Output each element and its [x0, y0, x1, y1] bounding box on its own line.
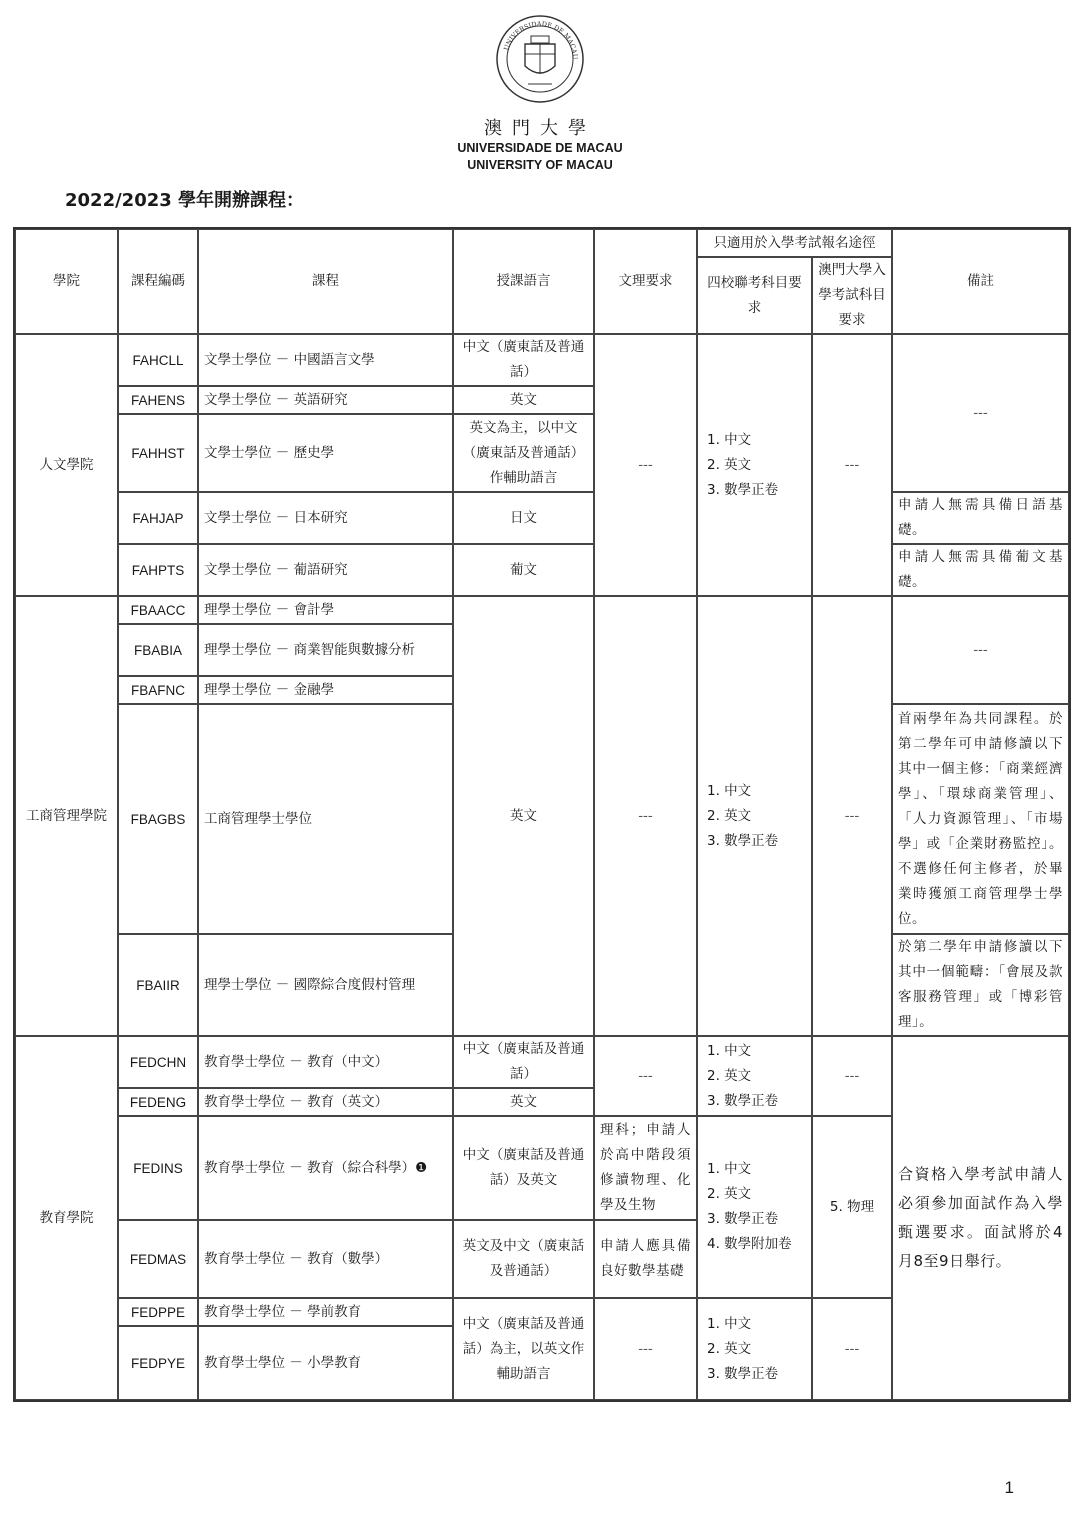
- um-exam-fba: ---: [812, 596, 892, 1036]
- brand-name-pt: UNIVERSIDADE DE MACAU: [457, 141, 623, 155]
- um-exam-fah: ---: [812, 334, 892, 596]
- university-header: [0, 14, 1080, 174]
- course-code: FBAFNC: [118, 676, 198, 704]
- remark-fed: 合資格入學考試申請人必須參加面試作為入學甄選要求。面試將於4月8至9日舉行。: [892, 1036, 1069, 1400]
- subject: 4. 數學附加卷: [707, 1236, 792, 1252]
- header-four-school: 四校聯考科目要求: [697, 257, 812, 334]
- course-language: 日文: [453, 492, 594, 544]
- course-code: FAHENS: [118, 386, 198, 414]
- course-name: 理學士學位 － 金融學: [198, 676, 453, 704]
- header-code: 課程編碼: [118, 229, 198, 334]
- four-school-fed-pp: [697, 1298, 812, 1400]
- course-name: 教育學士學位 － 教育（數學）: [198, 1220, 453, 1298]
- um-exam-fed-lang: ---: [812, 1036, 892, 1116]
- subject: 2. 英文: [707, 807, 752, 824]
- course-language: 英文: [453, 1088, 594, 1116]
- faculty-fba: 工商管理學院: [15, 596, 118, 1036]
- university-seal-logo: [495, 14, 585, 104]
- table-header-row: [15, 229, 1069, 257]
- subject: 2. 英文: [707, 1067, 752, 1084]
- subject: 2. 英文: [707, 456, 752, 473]
- course-code: FEDPYE: [118, 1326, 198, 1400]
- table-row: [15, 334, 1069, 386]
- brand-name-zh: 澳門大學: [484, 118, 596, 139]
- course-remark: 申請人無需具備日語基礎。: [892, 492, 1069, 544]
- subject: 1. 中文: [707, 431, 752, 448]
- faculty-fed: 教育學院: [15, 1036, 118, 1400]
- course-stream: 理科；申請人於高中階段須修讀物理、化學及生物: [594, 1116, 697, 1220]
- header-language: 授課語言: [453, 229, 594, 334]
- course-name: 文學士學位 － 中國語言文學: [198, 334, 453, 386]
- subject: 1. 中文: [707, 1042, 752, 1059]
- course-table: [13, 227, 1071, 1402]
- header-um-exam: 澳門大學入學考試科目要求: [812, 257, 892, 334]
- course-code: FAHHST: [118, 414, 198, 492]
- course-name: 教育學士學位 － 小學教育: [198, 1326, 453, 1400]
- table-row: [15, 596, 1069, 624]
- course-name: 文學士學位 － 日本研究: [198, 492, 453, 544]
- subject: 3. 數學正卷: [707, 1092, 779, 1109]
- course-code: FEDMAS: [118, 1220, 198, 1298]
- document-title: 2022/2023 學年開辦課程：: [65, 190, 305, 211]
- course-remark: 於第二學年申請修讀以下其中一個範疇：「會展及款客服務管理」或「博彩管理」。: [892, 934, 1069, 1036]
- course-name: 文學士學位 － 英語研究: [198, 386, 453, 414]
- course-language: 葡文: [453, 544, 594, 596]
- seal-text: UNIVERSIDADE DE MACAU: [502, 19, 580, 60]
- table-row: [15, 492, 1069, 544]
- course-name: 工商管理學士學位: [198, 704, 453, 934]
- page-number: 1: [1004, 1478, 1014, 1497]
- four-school-fah: [697, 334, 812, 596]
- course-remark: 申請人無需具備葡文基礎。: [892, 544, 1069, 596]
- course-code: FAHCLL: [118, 334, 198, 386]
- stream-fed-lang: ---: [594, 1036, 697, 1116]
- course-language: 英文為主，以中文（廣東話及普通話）作輔助語言: [453, 414, 594, 492]
- subject: 3. 數學正卷: [707, 832, 779, 849]
- table-row: [15, 1036, 1069, 1088]
- course-stream: 申請人應具備良好數學基礎: [594, 1220, 697, 1298]
- subject: 1. 中文: [707, 1161, 752, 1177]
- four-school-fed-sci: [697, 1116, 812, 1298]
- course-name: 文學士學位 － 葡語研究: [198, 544, 453, 596]
- course-remark: 首兩學年為共同課程。於第二學年可申請修讀以下其中一個主修：「商業經濟學」、「環球商業管理」、「人力資源管理」、「市場學」或「企業財務監控」。不選修任何主修者，於畢業時獲頒工商管理學士學位。: [892, 704, 1069, 934]
- course-code: FAHPTS: [118, 544, 198, 596]
- course-name: 教育學士學位 － 教育（英文）: [198, 1088, 453, 1116]
- course-code: FEDENG: [118, 1088, 198, 1116]
- subject: 2. 英文: [707, 1340, 752, 1357]
- course-language: 英文: [453, 386, 594, 414]
- course-code: FEDPPE: [118, 1298, 198, 1326]
- header-course: 課程: [198, 229, 453, 334]
- header-remarks: 備註: [892, 229, 1069, 334]
- course-name: 教育學士學位 － 教育（中文）: [198, 1036, 453, 1088]
- subject: 3. 數學正卷: [707, 1211, 779, 1227]
- subject: 1. 中文: [707, 1315, 752, 1332]
- course-name: 理學士學位 － 商業智能與數據分析: [198, 624, 453, 676]
- four-school-fba: [697, 596, 812, 1036]
- course-name: 文學士學位 － 歷史學: [198, 414, 453, 492]
- language-fba: 英文: [453, 596, 594, 1036]
- four-school-fed-lang: [697, 1036, 812, 1116]
- stream-fba: ---: [594, 596, 697, 1036]
- subject: 1. 中文: [707, 782, 752, 799]
- stream-fed-pp: ---: [594, 1298, 697, 1400]
- course-language: 中文（廣東話及普通話）: [453, 1036, 594, 1088]
- stream-fah: ---: [594, 334, 697, 596]
- remark-fah-general: ---: [892, 334, 1069, 492]
- language-fed-pp: 中文（廣東話及普通話）為主，以英文作輔助語言: [453, 1298, 594, 1400]
- faculty-fah: 人文學院: [15, 334, 118, 596]
- course-code: FAHJAP: [118, 492, 198, 544]
- um-exam-fed-sci: 5. 物理: [812, 1116, 892, 1298]
- header-exam-group: 只適用於入學考試報名途徑: [697, 229, 892, 257]
- course-code: FBAACC: [118, 596, 198, 624]
- subject: 3. 數學正卷: [707, 1365, 779, 1382]
- course-language: 中文（廣東話及普通話）: [453, 334, 594, 386]
- course-name: 教育學士學位 － 學前教育: [198, 1298, 453, 1326]
- subject: 3. 數學正卷: [707, 481, 779, 498]
- course-code: FBAIIR: [118, 934, 198, 1036]
- subject: 2. 英文: [707, 1186, 752, 1202]
- um-exam-fed-pp: ---: [812, 1298, 892, 1400]
- course-language: 中文（廣東話及普通話）及英文: [453, 1116, 594, 1220]
- course-code: FBABIA: [118, 624, 198, 676]
- table-row: [15, 544, 1069, 596]
- course-language: 英文及中文（廣東話及普通話）: [453, 1220, 594, 1298]
- header-stream: 文理要求: [594, 229, 697, 334]
- course-name: 理學士學位 － 國際綜合度假村管理: [198, 934, 453, 1036]
- brand-name-en: UNIVERSITY OF MACAU: [467, 158, 613, 172]
- course-code: FEDCHN: [118, 1036, 198, 1088]
- remark-fba-general: ---: [892, 596, 1069, 704]
- course-name: 理學士學位 － 會計學: [198, 596, 453, 624]
- header-faculty: 學院: [15, 229, 118, 334]
- course-name: 教育學士學位 － 教育（綜合科學）❶: [198, 1116, 453, 1220]
- course-code: FEDINS: [118, 1116, 198, 1220]
- course-code: FBAGBS: [118, 704, 198, 934]
